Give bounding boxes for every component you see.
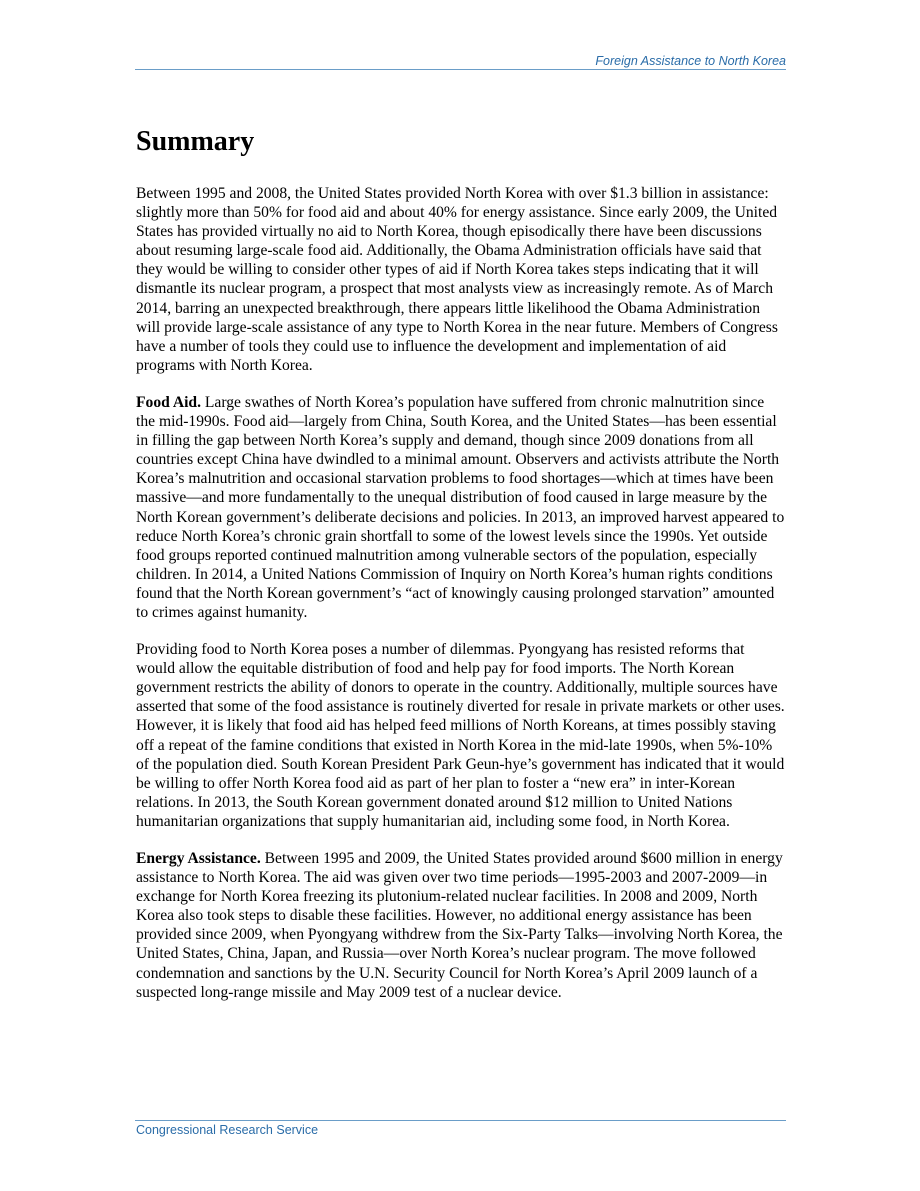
running-header: Foreign Assistance to North Korea bbox=[595, 54, 786, 68]
paragraph-lead: Energy Assistance. bbox=[136, 850, 261, 867]
paragraph-energy-assistance bbox=[136, 849, 786, 1002]
running-footer: Congressional Research Service bbox=[136, 1123, 319, 1137]
paragraph-text: Between 1995 and 2009, the United States provided around $600 million in energy assistance to North Korea. The aid was given over two time periods—1995-2003 and 2007-2009—in exchange for North Korea freezing its plutonium-related nuclear facilities. In 2008 and 2009, North Korea also took steps to disable these facilities. However, no additional energy assistance has been provided since 2009, when Pyongyang withdrew from the Six-Party Talks—involving North Korea, the United States, China, Japan, and Russia—over North Korea’s nuclear program. The move followed condemnation and sanctions by the U.N. Security Council for North Korea’s April 2009 launch of a suspected long-range missile and May 2009 test of a nuclear device. bbox=[136, 850, 783, 1001]
paragraph-text: Providing food to North Korea poses a number of dilemmas. Pyongyang has resisted reforms that would allow the equitable distribution of food and help pay for food imports. The North Korean government restricts the ability of donors to operate in the country. Additionally, multiple sources have asserted that some of the food assistance is routinely diverted for resale in private markets or other uses. However, it is likely that food aid has helped feed millions of North Koreans, at times possibly staving off a repeat of the famine conditions that existed in North Korea in the mid-late 1990s, when 5%-10% of the population died. South Korean President Park Geun-hye’s government has indicated that it would be willing to offer North Korea food aid as part of her plan to foster a “new era” in inter-Korean relations. In 2013, the South Korean government donated around $12 million to United Nations humanitarian organizations that supply humanitarian aid, including some food, in North Korea. bbox=[136, 641, 785, 830]
paragraph-food-aid bbox=[136, 393, 786, 622]
document-body bbox=[136, 124, 786, 1020]
paragraph-intro bbox=[136, 184, 786, 375]
header-rule bbox=[135, 69, 786, 70]
paragraph-text: Large swathes of North Korea’s population have suffered from chronic malnutrition since the mid-1990s. Food aid—largely from China, South Korea, and the United States—has been essential in filling the gap between North Korea’s supply and demand, though since 2009 donations from all countries except China have dwindled to a minimal amount. Observers and activists attribute the North Korea’s malnutrition and occasional starvation problems to food shortages—which at times have been massive—and more fundamentally to the unequal distribution of food caused in large measure by the North Korean government’s deliberate decisions and policies. In 2013, an improved harvest appeared to reduce North Korea’s chronic grain shortfall to some of the lowest levels since the 1990s. Yet outside food groups reported continued malnutrition among vulnerable sectors of the population, especially children. In 2014, a United Nations Commission of Inquiry on North Korea’s human rights conditions found that the North Korean government’s “act of knowingly causing prolonged starvation” amounted to crimes against humanity. bbox=[136, 393, 785, 621]
footer-rule bbox=[135, 1120, 786, 1121]
paragraph-lead: Food Aid. bbox=[136, 393, 201, 411]
paragraph-dilemmas bbox=[136, 640, 786, 831]
section-heading: Summary bbox=[136, 126, 255, 157]
paragraph-text: Between 1995 and 2008, the United States provided North Korea with over $1.3 billion in assistance: slightly more than 50% for food aid and about 40% for energy assistance. Since early 2009, the United States has provided virtually no aid to North Korea, though episodically there have been discussions about resuming large-scale food aid. Additionally, the Obama Administration officials have said that they would be willing to consider other types of aid if North Korea takes steps indicating that it will dismantle its nuclear program, a prospect that most analysts view as increasingly remote. As of March 2014, barring an unexpected breakthrough, there appears little likelihood the Obama Administration will provide large-scale assistance of any type to North Korea in the near future. Members of Congress have a number of tools they could use to influence the development and implementation of aid programs with North Korea. bbox=[136, 185, 778, 374]
